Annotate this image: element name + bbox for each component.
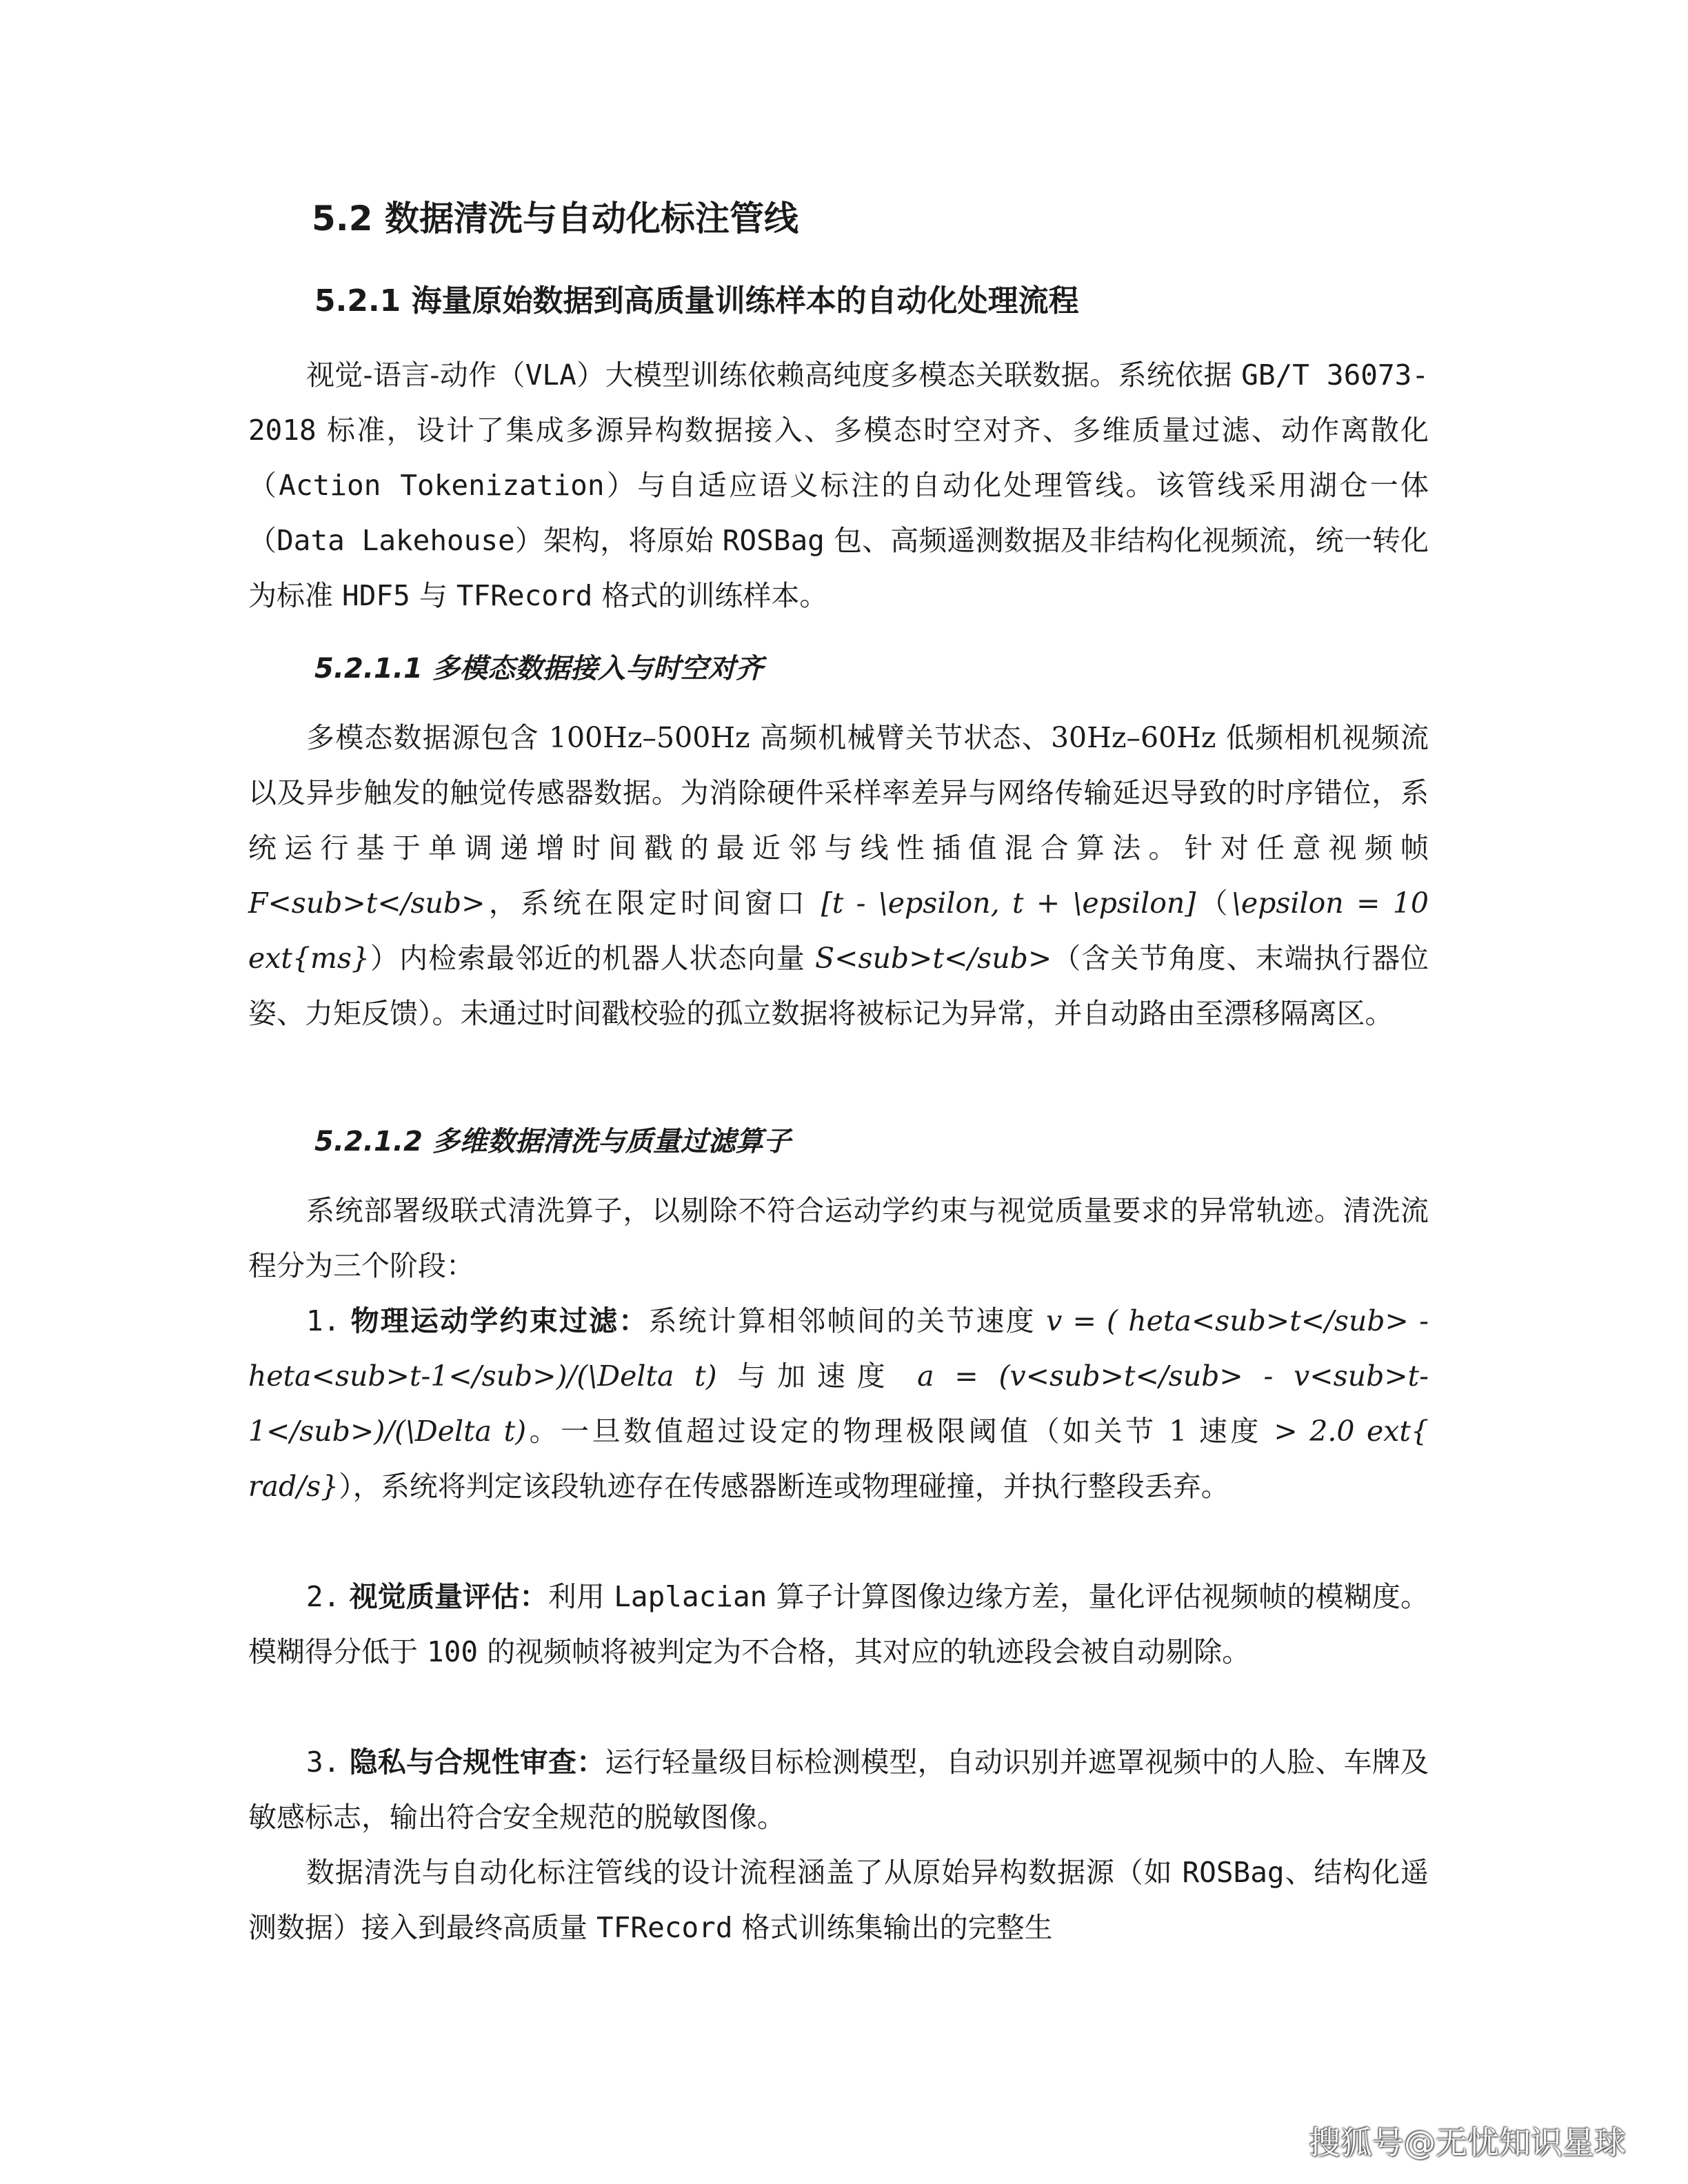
section-heading: 5.2 数据清洗与自动化标注管线	[312, 199, 798, 239]
watermark-text: 搜狐号@无忧知识星球	[1309, 2124, 1626, 2161]
pipeline-paragraph: 数据清洗与自动化标注管线的设计流程涵盖了从原始异构数据源（如 ROSBag、结构化遥测数据）接入到最终高质量 TFRecord 格式训练集输出的完整生	[248, 1856, 1429, 1944]
cleaning-paragraph: 系统部署级联式清洗算子，以剔除不符合运动学约束与视觉质量要求的异常轨迹。清洗流程分为三个阶段：	[248, 1194, 1429, 1282]
alignment-paragraph: 多模态数据源包含 100Hz–500Hz 高频机械臂关节状态、30Hz–60Hz 低频相机视频流以及异步触发的触觉传感器数据。为消除硬件采样率差异与网络传输延迟导致的时序错位，系统运行基于单调递增时间戳的最近邻与线性插值混合算法。针对任意视频帧 F<sub>t</sub>，系统在限定时间窗口 [t - \epsilon, t + \epsilon]（\epsilon = 10 ext{ms}）内检索最邻近的机器人状态向量 S<sub>t</sub>（含关节角度、末端执行器位姿、力矩反馈）。未通过时间戳校验的孤立数据将被标记为异常，并自动路由至漂移隔离区。	[248, 721, 1429, 1030]
list-item-privacy: 3. 隐私与合规性审查：运行轻量级目标检测模型，自动识别并遮罩视频中的人脸、车牌及敏感标志，输出符合安全规范的脱敏图像。	[248, 1746, 1429, 1834]
subsection-heading: 5.2.1 海量原始数据到高质量训练样本的自动化处理流程	[314, 283, 1079, 318]
list-item-kinematics: 1. 物理运动学约束过滤：系统计算相邻帧间的关节速度 v = ( heta<sub>t</sub> - heta<sub>t-1</sub>)/(\Delta t) 与加速度 a = (v<sub>t</sub> - v<sub>t-1</sub>)/(\Delta t)。一旦数值超过设定的物理极限阈值（如关节 1 速度 > 2.0 ext{ rad/s}），系统将判定该段轨迹存在传感器断连或物理碰撞，并执行整段丢弃。	[248, 1304, 1429, 1503]
list-item-visual-quality: 2. 视觉质量评估：利用 Laplacian 算子计算图像边缘方差，量化评估视频帧的模糊度。模糊得分低于 100 的视频帧将被判定为不合格，其对应的轨迹段会被自动剔除。	[248, 1580, 1429, 1668]
subsubsection-heading-alignment: 5.2.1.1 多模态数据接入与时空对齐	[314, 653, 763, 685]
intro-paragraph: 视觉-语言-动作（VLA）大模型训练依赖高纯度多模态关联数据。系统依据 GB/T 36073-2018 标准，设计了集成多源异构数据接入、多模态时空对齐、多维质量过滤、动作离散化（Action Tokenization）与自适应语义标注的自动化处理管线。该管线采用湖仓一体（Data Lakehouse）架构，将原始 ROSBag 包、高频遥测数据及非结构化视频流，统一转化为标准 HDF5 与 TFRecord 格式的训练样本。	[248, 358, 1429, 612]
subsubsection-heading-cleaning: 5.2.1.2 多维数据清洗与质量过滤算子	[314, 1126, 791, 1157]
